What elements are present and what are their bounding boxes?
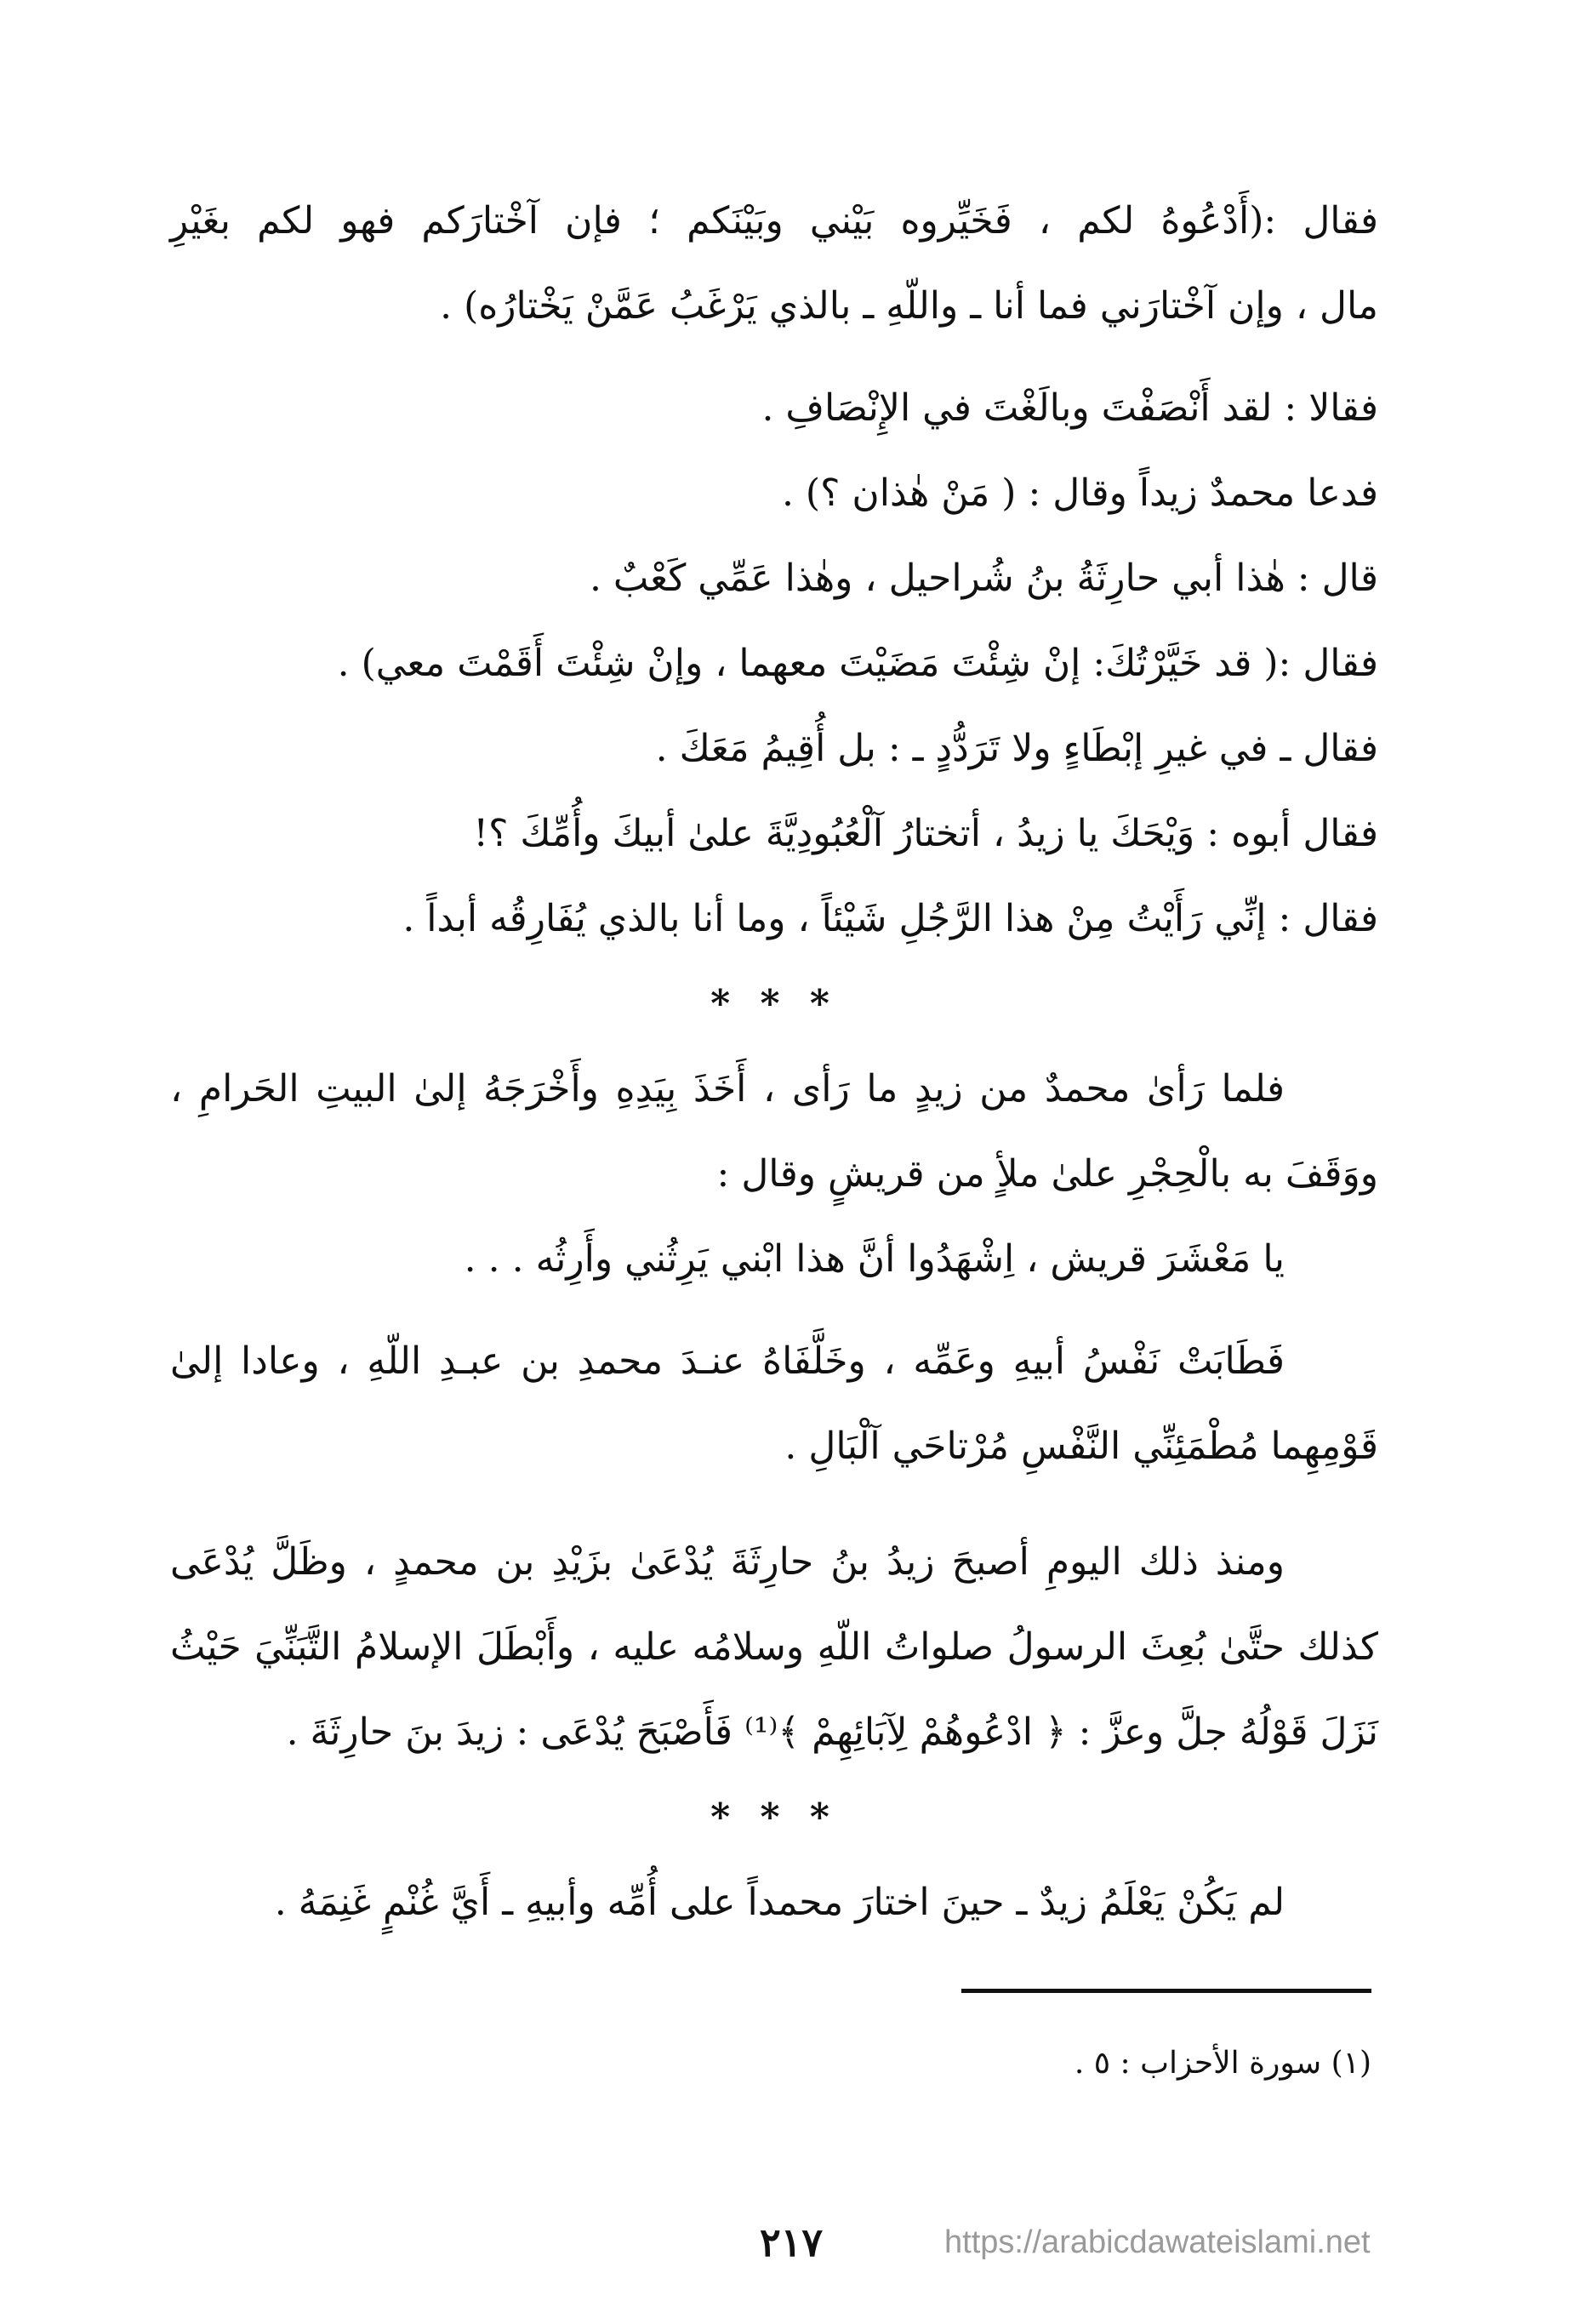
- text-line: فقال : إنِّي رَأَيْتُ مِنْ هذا الرَّجُلِ شَيْئاً ، وما أنا بالذي يُفَارِقُه أبداً .: [402, 897, 1378, 940]
- section-separator: * * *: [710, 982, 838, 1025]
- section-separator: * * *: [710, 1796, 838, 1839]
- paragraph-kaaba: [170, 1047, 1378, 1217]
- text-line: فقال :( قد خَيَّرْتُكَ: إنْ شِئْتَ مَضَيْتَ معهما ، وإنْ شِئْتَ أَقَمْتَ معي) .: [337, 642, 1378, 685]
- text-line: كذلك حتَّىٰ بُعِثَ الرسولُ صلواتُ اللّهِ وسلامُه عليه ، وأَبْطَلَ الإسلامُ التَّبَنِّيَ حَيْثُ: [170, 1625, 1378, 1669]
- text-line: فدعا محمدٌ زيداً وقال : ( مَنْ هٰذان ؟) .: [781, 471, 1378, 515]
- text-line: مال ، وإن آخْتارَني فما أنا ـ واللّهِ ـ بالذي يَرْغَبُ عَمَّنْ يَخْتارُه) .: [440, 284, 1378, 328]
- page-number: ٢١٧: [759, 2219, 824, 2265]
- text-line: ووَقَفَ به بالْحِجْرِ علىٰ ملأٍ من قريشٍ وقال :: [716, 1152, 1378, 1196]
- text-line: فقالا : لقد أَنْصَفْتَ وبالَغْتَ في الإِنْصَافِ .: [761, 386, 1378, 430]
- paragraph-return: [170, 1319, 1378, 1489]
- main-text: [170, 179, 1378, 1945]
- paragraph-conclusion: [170, 1860, 1378, 1945]
- text-line: فقال ـ في غيرِ إبْطَاءٍ ولا تَرَدُّدٍ ـ : بل أُقِيمُ مَعَكَ .: [655, 727, 1378, 770]
- text-line: قال : هٰذا أبي حارِثَةُ بنُ شُراحيل ، وهٰذا عَمِّي كَعْبٌ .: [589, 557, 1378, 600]
- text-line: لم يَكُنْ يَعْلَمُ زيدٌ ـ حينَ اختارَ محمداً على أُمِّه وأبيهِ ـ أَيَّ غُنْمٍ غَنِمَهُ .: [274, 1881, 1285, 1924]
- text-line: نَزَلَ قَوْلُهُ جلَّ وعزَّ : ﴿ ادْعُوهُمْ لِآبَائِهِمْ ﴾⁽¹⁾ فَأَصْبَحَ يُدْعَى : زيدَ بنَ حارِثَةَ .: [286, 1710, 1378, 1754]
- footnote: (١) سورة الأحزاب : ٥ .: [1074, 2046, 1371, 2081]
- text-line: فَطَابَتْ نَفْسُ أبيهِ وعَمِّه ، وخَلَّفَاهُ عنـدَ محمدِ بن عبـدِ اللّهِ ، وعادا إلىٰ: [170, 1339, 1285, 1383]
- text-line: يا مَعْشَرَ قريش ، اِشْهَدُوا أنَّ هذا ابْني يَرِثُني وأَرِثُه . . .: [464, 1237, 1285, 1281]
- footnote-divider: [961, 1989, 1371, 1993]
- paragraph-dialogue: [170, 366, 1378, 962]
- paragraph-adoption: [170, 1520, 1378, 1775]
- text-line: ومنذ ذلك اليومِ أصبحَ زيدُ بنُ حارِثَةَ يُدْعَىٰ بزَيْدِ بن محمدٍ ، وظَلَّ يُدْعَى: [170, 1540, 1285, 1584]
- paragraph-declaration: [170, 1217, 1378, 1302]
- paragraph-offer: [170, 179, 1378, 349]
- text-line: قَوْمِهِما مُطْمَئِنِّي النَّفْسِ مُرْتاحَي آلْبَالِ .: [784, 1425, 1378, 1468]
- watermark-url: https://arabicdawateislami.net: [944, 2224, 1371, 2260]
- text-line: فلما رَأىٰ محمدٌ من زيدٍ ما رَأى ، أَخَذَ بِيَدِهِ وأَخْرَجَهُ إلىٰ البيتِ الحَرامِ ،: [170, 1067, 1285, 1111]
- text-line: فقال أبوه : وَيْحَكَ يا زيدُ ، أتختارُ آلْعُبُودِيَّةَ علىٰ أبيكَ وأُمِّكَ ؟!: [473, 812, 1378, 855]
- text-line: فقال :(أَدْعُوهُ لكم ، فَخَيِّروه بَيْني وبَيْنَكم ؛ فإن آخْتارَكم فهو لكم بغَيْرِ: [170, 199, 1378, 243]
